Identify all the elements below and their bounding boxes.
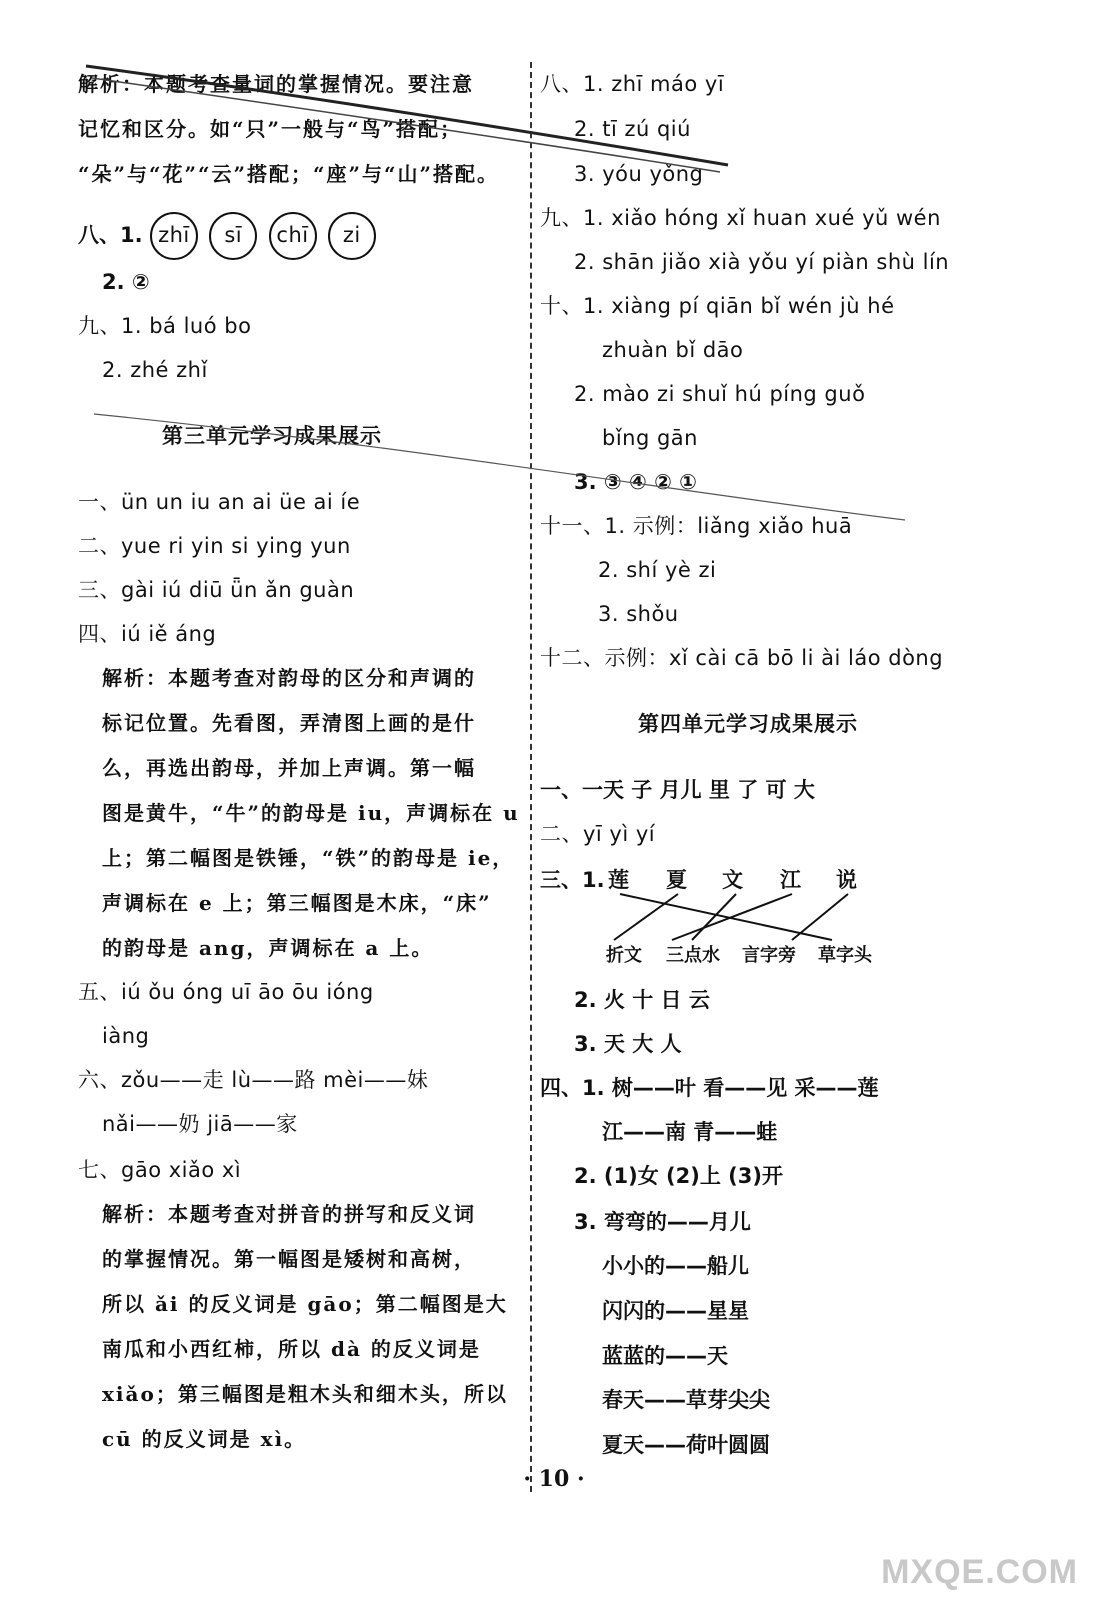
explanation-line: 记忆和区分。如“只”一般与“鸟”搭配； xyxy=(78,117,463,141)
explanation-line: xiǎo；第三幅图是粗木头和细木头，所以 xyxy=(102,1382,508,1406)
answer-r11-2: 2. shí yè zi xyxy=(598,558,717,582)
match-char: 说 xyxy=(836,868,857,892)
radical-label: 折文 xyxy=(606,945,642,966)
answer-r8-3: 3. yóu yǒng xyxy=(574,162,704,186)
answer-r11-3: 3. shǒu xyxy=(598,602,679,626)
unit3-answer-2: 二、yue ri yin si ying yun xyxy=(78,534,351,558)
phrase-pair: 闪闪的——星星 xyxy=(602,1299,749,1323)
explanation-line: 上；第二幅图是铁锤，“铁”的韵母是 ie， xyxy=(102,846,515,870)
unit3-answer-5: 五、iú ǒu óng uī āo ōu ióng xyxy=(78,980,374,1004)
answer-r10-2-cont: bǐng gān xyxy=(602,426,698,450)
match-char: 江 xyxy=(780,868,801,892)
radical-label: 三点水 xyxy=(666,945,720,966)
unit3-answer-6: 六、zǒu——走 lù——路 mèi——妹 xyxy=(78,1068,429,1092)
answer-r10-2: 2. mào zi shuǐ hú píng guǒ xyxy=(574,382,866,406)
phrase-pair: 夏天——荷叶圆圆 xyxy=(602,1433,770,1457)
unit4-answer-3-2: 2. 火 十 日 云 xyxy=(574,988,710,1012)
radical-label: 言字旁 xyxy=(742,945,796,966)
watermark-logo: MXQE.COM xyxy=(881,1553,1078,1591)
phrase-pair: 3. 弯弯的——月儿 xyxy=(574,1210,751,1234)
explanation-line: 解析：本题考查对拼音的拼写和反义词 xyxy=(102,1202,476,1226)
explanation-line: 么，再选出韵母，并加上声调。第一幅 xyxy=(102,756,476,780)
answer-r8-2: 2. tī zú qiú xyxy=(574,117,691,141)
answer-r11-1: 十一、1. 示例：liǎng xiǎo huā xyxy=(540,514,853,538)
unit3-answer-1: 一、ün un iu an ai üe ai íe xyxy=(78,490,361,514)
answer-9-2: 2. zhé zhǐ xyxy=(102,358,208,382)
unit4-answer-2: 二、yī yì yí xyxy=(540,822,656,846)
unit4-answer-4-1: 四、1. 树——叶 看——见 采——莲 xyxy=(540,1076,879,1100)
unit3-answer-7: 七、gāo xiǎo xì xyxy=(78,1158,242,1182)
phrase-pair: 春天——草芽尖尖 xyxy=(602,1388,770,1412)
circled-pinyin: zhī xyxy=(150,212,198,260)
answer-r10-1: 十、1. xiàng pí qiān bǐ wén jù hé xyxy=(540,294,895,318)
unit3-answer-3: 三、gài iú diū ǖn ǎn guàn xyxy=(78,578,355,602)
unit4-title: 第四单元学习成果展示 xyxy=(638,712,858,736)
phrase-pair: 小小的——船儿 xyxy=(602,1254,749,1278)
unit4-answer-3-label: 三、1. xyxy=(540,868,605,892)
explanation-line: 所以 ǎi 的反义词是 gāo；第二幅图是大 xyxy=(102,1292,508,1316)
phrase-pair: 蓝蓝的——天 xyxy=(602,1344,728,1368)
circled-pinyin: sī xyxy=(209,212,257,260)
explanation-line: 图是黄牛，“牛”的韵母是 iu，声调标在 u xyxy=(102,801,520,825)
unit3-title: 第三单元学习成果展示 xyxy=(162,424,382,448)
answer-8-2: 2. ② xyxy=(102,270,150,294)
answer-9-1: 九、1. bá luó bo xyxy=(78,314,252,338)
explanation-line: 解析：本题考查量词的掌握情况。要注意 xyxy=(78,72,474,96)
answer-r10-1-cont: zhuàn bǐ dāo xyxy=(602,338,744,362)
unit3-answer-5-cont: iàng xyxy=(102,1024,150,1048)
unit4-answer-1: 一、一天 子 月儿 里 了 可 大 xyxy=(540,778,815,802)
unit4-answer-3-3: 3. 天 大 人 xyxy=(574,1032,682,1056)
explanation-line: cū 的反义词是 xì。 xyxy=(102,1427,307,1451)
match-char: 夏 xyxy=(666,868,687,892)
unit4-answer-4-1-cont: 江——南 青——蛙 xyxy=(602,1120,778,1144)
answer-r12: 十二、示例：xǐ cài cā bō li ài láo dòng xyxy=(540,646,944,670)
unit3-answer-4: 四、iú iě áng xyxy=(78,622,217,646)
explanation-line: 解析：本题考查对韵母的区分和声调的 xyxy=(102,666,476,690)
match-char: 莲 xyxy=(608,868,629,892)
explanation-line: 南瓜和小西红柿，所以 dà 的反义词是 xyxy=(102,1337,481,1361)
match-char: 文 xyxy=(722,868,743,892)
circled-pinyin: zi xyxy=(328,212,376,260)
question-number: 八、1. xyxy=(78,223,143,247)
page-number: · 10 · xyxy=(523,1466,585,1492)
answer-r9-2: 2. shān jiǎo xià yǒu yí piàn shù lín xyxy=(574,250,950,274)
explanation-line: “朵”与“花”“云”搭配；“座”与“山”搭配。 xyxy=(78,162,500,186)
explanation-line: 声调标在 e 上；第三幅图是木床，“床” xyxy=(102,891,492,915)
column-divider xyxy=(530,62,532,1492)
unit4-answer-4-2: 2. (1)女 (2)上 (3)开 xyxy=(574,1164,783,1188)
explanation-line: 的掌握情况。第一幅图是矮树和高树， xyxy=(102,1247,476,1271)
unit3-answer-6-cont: nǎi——奶 jiā——家 xyxy=(102,1112,298,1136)
answer-8-1 xyxy=(78,212,380,260)
explanation-line: 的韵母是 ang，声调标在 a 上。 xyxy=(102,936,434,960)
answer-r8-1: 八、1. zhī máo yī xyxy=(540,72,725,96)
explanation-line: 标记位置。先看图，弄清图上画的是什 xyxy=(102,711,476,735)
answer-r9-1: 九、1. xiǎo hóng xǐ huan xué yǔ wén xyxy=(540,206,941,230)
radical-label: 草字头 xyxy=(818,945,872,966)
answer-r10-3: 3. ③ ④ ② ① xyxy=(574,470,697,494)
circled-pinyin: chī xyxy=(269,212,317,260)
